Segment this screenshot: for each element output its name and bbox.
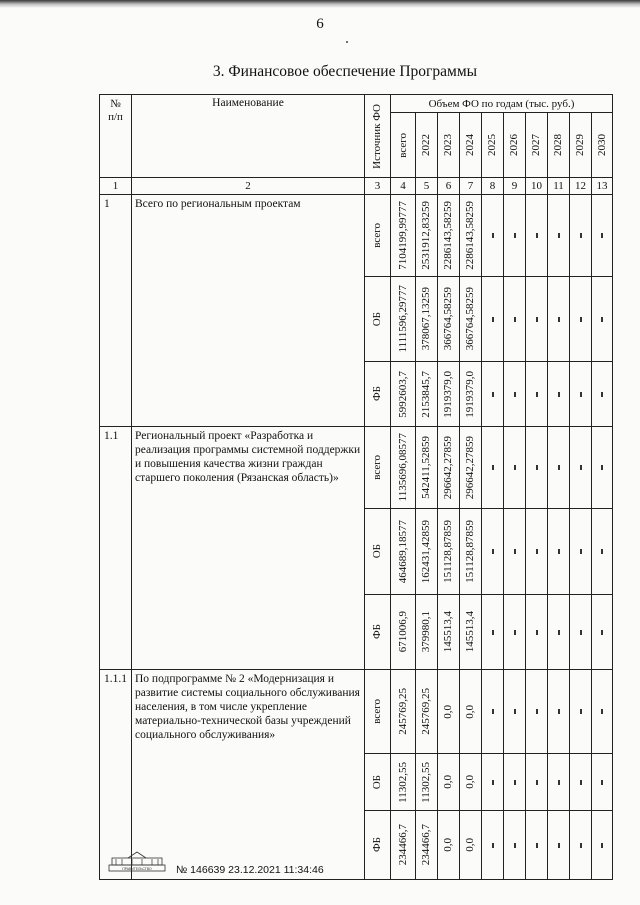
source-label: всего [371, 455, 383, 480]
value-label: 0,0 [442, 838, 454, 852]
value-label: 296642,27859 [464, 435, 476, 500]
table-row [100, 195, 613, 277]
value-cell [526, 427, 548, 509]
value-cell [592, 362, 613, 427]
header-year [416, 113, 438, 178]
dash-mark [492, 843, 494, 848]
value-cell [504, 595, 526, 670]
value-cell [504, 277, 526, 362]
value-cell [482, 277, 504, 362]
value-cell [504, 754, 526, 811]
dash-mark [536, 780, 538, 785]
value-cell [570, 670, 592, 754]
column-number: 3 [365, 178, 391, 195]
value-label: 11302,55 [420, 761, 432, 803]
value-cell [416, 362, 438, 427]
value-cell [438, 509, 460, 595]
dash-mark [558, 780, 560, 785]
dash-mark [558, 317, 560, 322]
value-cell [460, 509, 482, 595]
column-number: 8 [482, 178, 504, 195]
value-cell [592, 195, 613, 277]
row-name [132, 427, 365, 670]
value-label: 0,0 [442, 704, 454, 719]
value-label: 2286143,58259 [442, 201, 454, 270]
dash-mark [558, 549, 560, 554]
value-cell [548, 595, 570, 670]
column-number: 13 [592, 178, 613, 195]
header-name [132, 95, 365, 178]
value-cell [570, 811, 592, 880]
source-label: ФБ [371, 837, 383, 853]
value-cell [592, 509, 613, 595]
value-cell [391, 754, 416, 811]
year-label: 2024 [464, 134, 476, 156]
value-label: 5992603,7 [396, 370, 409, 418]
header-volume [391, 95, 613, 113]
source-cell [365, 509, 391, 595]
dash-mark [492, 317, 494, 322]
value-cell [548, 670, 570, 754]
source-label: ОБ [371, 544, 383, 559]
dash-mark [514, 709, 516, 714]
value-label: 296642,27859 [442, 435, 454, 500]
header-num [100, 95, 132, 178]
finance-table-wrap [99, 94, 613, 880]
value-cell [526, 277, 548, 362]
value-label: 2286143,58259 [464, 201, 476, 270]
column-number: 2 [132, 178, 365, 195]
value-label: 542411,52859 [420, 436, 432, 499]
header-volume-label: Объем ФО по годам (тыс. руб.) [428, 97, 575, 110]
value-label: 1135696,08577 [396, 433, 409, 502]
dash-mark [601, 780, 603, 785]
value-cell [438, 595, 460, 670]
value-cell [391, 595, 416, 670]
speck [346, 41, 348, 43]
dash-mark [492, 392, 494, 397]
finance-table [99, 94, 613, 880]
value-cell [482, 670, 504, 754]
value-cell [438, 670, 460, 754]
row-name [132, 195, 365, 427]
dash-mark [536, 630, 538, 635]
value-label: 7104199,99777 [396, 201, 409, 270]
value-cell [570, 509, 592, 595]
dash-mark [558, 843, 560, 848]
source-label: всего [371, 223, 383, 248]
value-cell [482, 509, 504, 595]
value-cell [504, 811, 526, 880]
value-cell [438, 811, 460, 880]
row-name [132, 670, 365, 880]
header-year [438, 113, 460, 178]
column-number: 12 [570, 178, 592, 195]
value-label: 366764,58259 [464, 287, 476, 351]
value-label: 0,0 [442, 775, 454, 789]
dash-mark [558, 392, 560, 397]
column-number: 5 [416, 178, 438, 195]
value-cell [438, 195, 460, 277]
header-year [570, 113, 592, 178]
source-cell [365, 277, 391, 362]
value-cell [460, 811, 482, 880]
value-cell [416, 595, 438, 670]
header-year [592, 113, 613, 178]
value-label: 162431,42859 [420, 519, 432, 584]
dash-mark [601, 630, 603, 635]
value-label: 0,0 [464, 704, 476, 719]
value-cell [438, 277, 460, 362]
value-cell [548, 277, 570, 362]
value-cell [548, 811, 570, 880]
value-label: 1919379,0 [464, 370, 476, 418]
dash-mark [580, 392, 582, 397]
header-year [482, 113, 504, 178]
value-cell [391, 509, 416, 595]
row-name-label: По подпрограмме № 2 «Модернизация и развитие системы социального обслуживания населения, в том числе укрепление материально-технической базы учреждений социального обслуживания» [135, 673, 360, 741]
government-building-stamp-icon [108, 850, 166, 872]
dash-mark [601, 392, 603, 397]
value-cell [526, 754, 548, 811]
value-cell [416, 509, 438, 595]
column-number: 11 [548, 178, 570, 195]
source-label: всего [371, 699, 383, 724]
value-label: 1111596,29777 [396, 285, 409, 353]
dash-mark [536, 317, 538, 322]
svg-text:ПРАВИТЕЛЬСТВО: ПРАВИТЕЛЬСТВО [122, 867, 152, 871]
scan-edge [0, 0, 640, 8]
dash-mark [514, 233, 516, 238]
header-year [460, 113, 482, 178]
source-cell [365, 754, 391, 811]
column-number: 6 [438, 178, 460, 195]
source-label: ФБ [371, 624, 383, 640]
value-cell [391, 195, 416, 277]
value-cell [460, 595, 482, 670]
value-cell [460, 195, 482, 277]
value-label: 145513,4 [442, 611, 454, 653]
value-cell [416, 427, 438, 509]
value-cell [438, 754, 460, 811]
value-label: 234466,7 [420, 824, 432, 866]
dash-mark [558, 465, 560, 470]
value-cell [504, 670, 526, 754]
value-cell [548, 362, 570, 427]
value-cell [570, 195, 592, 277]
value-cell [570, 362, 592, 427]
source-cell [365, 362, 391, 427]
header-total [391, 113, 416, 178]
dash-mark [492, 630, 494, 635]
page-number: 6 [316, 16, 324, 32]
value-cell [592, 595, 613, 670]
source-cell [365, 427, 391, 509]
dash-mark [601, 843, 603, 848]
dash-mark [558, 233, 560, 238]
value-cell [482, 362, 504, 427]
value-cell [592, 811, 613, 880]
value-cell [460, 277, 482, 362]
value-label: 245769,25 [420, 688, 432, 735]
value-cell [391, 670, 416, 754]
value-cell [482, 811, 504, 880]
dash-mark [580, 549, 582, 554]
value-cell [504, 195, 526, 277]
value-cell [482, 195, 504, 277]
value-label: 0,0 [464, 838, 476, 852]
row-number-label: 1.1.1 [104, 673, 127, 685]
dash-mark [601, 465, 603, 470]
dash-mark [536, 465, 538, 470]
value-label: 234466,7 [396, 824, 409, 866]
dash-mark [492, 549, 494, 554]
dash-mark [536, 843, 538, 848]
value-cell [504, 427, 526, 509]
source-label: ОБ [371, 774, 383, 790]
value-cell [438, 362, 460, 427]
value-cell [504, 362, 526, 427]
year-label: 2023 [442, 134, 454, 156]
value-cell [526, 811, 548, 880]
dash-mark [492, 780, 494, 785]
dash-mark [514, 317, 516, 322]
dash-mark [580, 233, 582, 238]
value-label: 378067,13259 [420, 287, 432, 351]
year-label: 2026 [508, 134, 520, 156]
row-number [100, 427, 132, 670]
value-label: 151128,87859 [464, 520, 476, 583]
dash-mark [580, 630, 582, 635]
value-label: 151128,87859 [442, 520, 454, 583]
year-label: 2025 [486, 134, 498, 156]
value-cell [548, 195, 570, 277]
dash-mark [514, 843, 516, 848]
header-year [548, 113, 570, 178]
header-year [526, 113, 548, 178]
header-num-label: № п/п [108, 98, 123, 123]
dash-mark [514, 392, 516, 397]
dash-mark [601, 709, 603, 714]
source-cell [365, 670, 391, 754]
dash-mark [536, 392, 538, 397]
year-label: 2028 [552, 134, 564, 156]
value-cell [416, 811, 438, 880]
year-label: 2022 [420, 134, 432, 156]
header-year [504, 113, 526, 178]
value-cell [416, 195, 438, 277]
dash-mark [601, 549, 603, 554]
row-name-label: Региональный проект «Разработка и реализация программы системной поддержки и повышения качества жизни граждан старшего поколения (Рязанская область)» [135, 430, 361, 484]
value-label: 671006,9 [396, 611, 409, 653]
value-cell [592, 754, 613, 811]
header-source [365, 95, 391, 178]
value-cell [548, 509, 570, 595]
value-cell [416, 277, 438, 362]
value-cell [570, 427, 592, 509]
dash-mark [492, 709, 494, 714]
column-number: 7 [460, 178, 482, 195]
value-cell [482, 754, 504, 811]
dash-mark [601, 317, 603, 322]
value-cell [592, 277, 613, 362]
value-cell [548, 427, 570, 509]
value-cell [391, 362, 416, 427]
value-cell [526, 195, 548, 277]
source-label: ФБ [371, 386, 383, 402]
value-label: 379980,1 [420, 611, 432, 653]
value-label: 245769,25 [396, 688, 409, 735]
column-number: 10 [526, 178, 548, 195]
value-cell [460, 670, 482, 754]
header-row [100, 95, 613, 113]
value-cell [438, 427, 460, 509]
dash-mark [601, 233, 603, 238]
value-label: 0,0 [464, 775, 476, 789]
source-cell [365, 811, 391, 880]
dash-mark [492, 233, 494, 238]
dash-mark [536, 709, 538, 714]
value-cell [592, 427, 613, 509]
column-numbers-row [100, 178, 613, 195]
dash-mark [514, 630, 516, 635]
year-label: 2029 [574, 134, 586, 156]
source-label: ОБ [371, 311, 383, 327]
header-source-label: Источник ФО [371, 103, 383, 169]
value-cell [460, 754, 482, 811]
value-cell [504, 509, 526, 595]
section-heading: 3. Финансовое обеспечение Программы [212, 63, 478, 80]
header-name-label: Наименование [212, 97, 284, 109]
dash-mark [492, 465, 494, 470]
row-number-label: 1.1 [104, 430, 119, 442]
dash-mark [580, 780, 582, 785]
value-label: 2153845,7 [420, 370, 432, 418]
value-cell [416, 670, 438, 754]
value-cell [391, 811, 416, 880]
value-cell [526, 595, 548, 670]
value-cell [482, 427, 504, 509]
value-cell [592, 670, 613, 754]
header-total-label: всего [396, 132, 409, 158]
dash-mark [580, 465, 582, 470]
dash-mark [580, 843, 582, 848]
column-number: 9 [504, 178, 526, 195]
dash-mark [536, 549, 538, 554]
dash-mark [514, 780, 516, 785]
value-cell [460, 427, 482, 509]
value-cell [570, 754, 592, 811]
value-label: 464689,18577 [396, 519, 409, 584]
value-cell [548, 754, 570, 811]
row-number [100, 195, 132, 427]
year-label: 2027 [530, 134, 542, 156]
table-row [100, 670, 613, 754]
row-number [100, 670, 132, 880]
dash-mark [536, 233, 538, 238]
value-label: 11302,55 [396, 761, 409, 803]
value-label: 145513,4 [464, 611, 476, 653]
row-name-label: Всего по региональным проектам [135, 198, 301, 210]
row-number-label: 1 [104, 198, 110, 210]
dash-mark [558, 630, 560, 635]
value-cell [570, 277, 592, 362]
value-cell [416, 754, 438, 811]
value-cell [526, 362, 548, 427]
value-cell [391, 427, 416, 509]
value-cell [482, 595, 504, 670]
dash-mark [514, 465, 516, 470]
value-cell [570, 595, 592, 670]
value-cell [391, 277, 416, 362]
value-cell [460, 362, 482, 427]
column-number: 1 [100, 178, 132, 195]
value-label: 366764,58259 [442, 287, 454, 351]
value-cell [526, 670, 548, 754]
source-cell [365, 195, 391, 277]
value-cell [526, 509, 548, 595]
column-number: 4 [391, 178, 416, 195]
dash-mark [558, 709, 560, 714]
dash-mark [514, 549, 516, 554]
source-cell [365, 595, 391, 670]
table-row [100, 427, 613, 509]
year-label: 2030 [595, 134, 608, 156]
value-label: 2531912,83259 [420, 201, 432, 270]
dash-mark [580, 709, 582, 714]
value-label: 1919379,0 [442, 370, 454, 418]
registration-number: № 146639 23.12.2021 11:34:46 [176, 864, 324, 876]
dash-mark [580, 317, 582, 322]
